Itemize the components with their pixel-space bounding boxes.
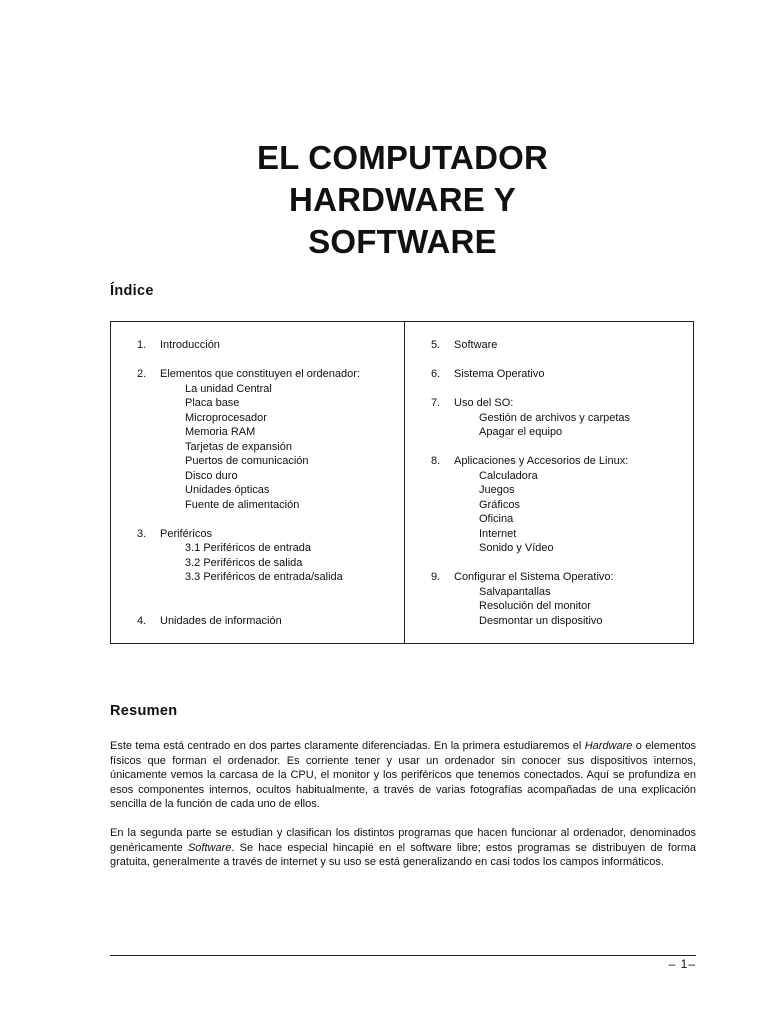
toc-entry [431,454,691,556]
p1-text-after: o elementos físicos que forman el ordenador. Es corriente tener y usar un ordenador sin conocer sus dispositivos internos, únicamente vemos la carcasa de la CPU, el monitor y los periféricos que tenemos conectados. Aquí se profundiza en esos componentes internos, ocultos habitualmente, a través de varias fotografías acompañadas de una explicación sencilla de la función de cada uno de ellos. [110,740,696,810]
toc-left-column [137,338,397,643]
toc-column-divider [404,322,405,643]
toc-subitem: Gestión de archivos y carpetas [479,411,631,424]
toc-entry [137,338,397,353]
table-of-contents [110,321,694,644]
p1-emphasis-hardware: Hardware [584,740,633,752]
toc-subitem: Oficina [479,513,514,525]
toc-entry [431,338,691,353]
toc-subitem: Microprocesador [185,411,267,424]
toc-subitem: Salvapantallas [479,585,551,598]
toc-entry-label: Software [454,339,498,351]
toc-entry-label: Introducción [160,339,220,351]
toc-subitem: 3.1 Periféricos de entrada [185,542,311,554]
toc-entry-number: 7. [431,397,441,409]
toc-entry-label: Elementos que constituyen el ordenador: [160,368,360,380]
toc-entry-number: 8. [431,455,441,467]
toc-subitem: Juegos [479,484,515,496]
document-title [110,137,695,263]
toc-subitem: Fuente de alimentación [185,498,300,511]
title-line-3: SOFTWARE [308,223,497,260]
summary-paragraph-2 [110,826,696,870]
toc-subitem: Placa base [185,397,240,409]
toc-entry [431,570,691,628]
toc-subitem: Memoria RAM [185,426,256,438]
toc-entry-number: 6. [431,368,441,380]
toc-entry-label: Configurar el Sistema Operativo: [454,571,614,583]
toc-entry-number: 9. [431,571,441,583]
toc-subitem: La unidad Central [185,382,272,395]
toc-entry-label: Periféricos [160,527,212,540]
p1-text-before: Este tema está centrado en dos partes claramente diferenciadas. En la primera estudiaremos el [110,740,585,752]
title-line-1: EL COMPUTADOR [256,139,549,176]
toc-subitem: Resolución del monitor [479,600,591,612]
toc-entry [137,367,397,512]
toc-entry-number: 1. [137,339,147,351]
toc-entry-label: Uso del SO: [454,397,514,409]
toc-subitem: Apagar el equipo [479,426,563,438]
p2-emphasis-software: Software [187,841,232,854]
toc-subitem: Desmontar un dispositivo [479,614,603,627]
summary-paragraph-1 [110,739,696,812]
toc-subitem: Sonido y Vídeo [479,542,554,554]
footer-rule [110,955,696,956]
toc-entry-number: 4. [137,614,147,627]
toc-entry [137,527,397,585]
toc-subitem: Tarjetas de expansión [185,440,293,453]
toc-entry-number: 3. [137,527,147,540]
toc-entry-label: Unidades de información [160,614,282,627]
toc-entry-number: 2. [137,368,147,380]
page-number: – 1– [668,957,696,971]
toc-subitem: Calculadora [479,469,538,482]
toc-right-column [431,338,691,643]
toc-entry-number: 5. [431,339,441,351]
toc-subitem: Disco duro [185,469,238,482]
toc-entry [431,396,691,440]
title-line-2: HARDWARE Y [289,181,516,218]
toc-entry [137,614,397,629]
toc-subitem: Unidades ópticas [185,484,270,496]
toc-entry [431,367,691,382]
p2-text-after: . Se hace especial hincapié en el software libre; estos programas se distribuyen de forma gratuita, generalmente a través de internet y su uso se está generalizando en casi todos los campos informáticos. [110,841,697,868]
toc-subitem: Internet [479,527,517,540]
toc-subitem: Puertos de comunicación [185,455,309,467]
toc-subitem: 3.2 Periféricos de salida [185,556,303,569]
index-heading: Índice [110,283,154,299]
p2-text-before: En la segunda parte se estudian y clasifican los distintos programas que hacen funcionar al ordenador, denominados genéricamente [110,827,696,854]
summary-heading: Resumen [110,703,178,719]
toc-entry-label: Aplicaciones y Accesorios de Linux: [454,455,629,467]
toc-subitem: Gráficos [479,498,520,511]
toc-entry-label: Sistema Operativo [454,368,545,380]
toc-subitem: 3.3 Periféricos de entrada/salida [185,571,343,583]
